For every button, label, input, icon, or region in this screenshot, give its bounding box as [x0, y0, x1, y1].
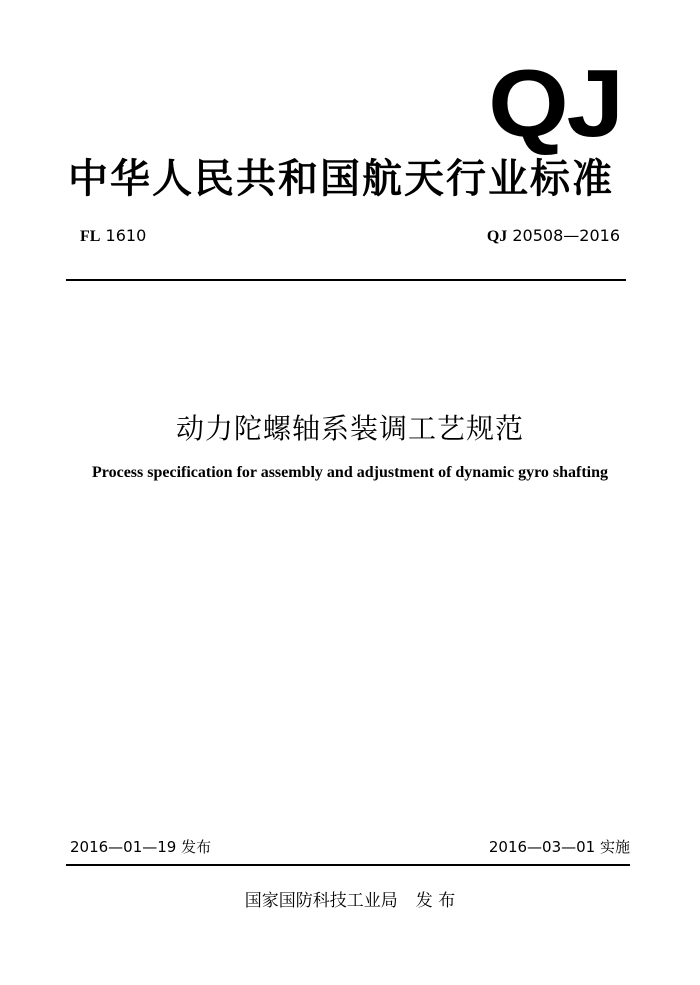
document-title-english: Process specification for assembly and adjustment of dynamic gyro shafting — [92, 464, 608, 481]
standard-number-value: 20508—2016 — [512, 226, 620, 245]
qj-logo: QJ — [488, 50, 622, 157]
classification-code — [80, 226, 146, 247]
classification-number: 1610 — [105, 226, 147, 245]
top-divider — [66, 279, 626, 281]
standard-organization: 中华人民共和国航天行业标准 — [68, 156, 614, 202]
document-title-chinese: 动力陀螺轴系装调工艺规范 — [175, 412, 524, 445]
issue-date: 2016—01—19 发布 — [70, 838, 212, 856]
issuer-action: 发 布 — [415, 891, 456, 911]
issuer-name: 国家国防科技工业局 — [244, 891, 398, 911]
standard-prefix: QJ — [486, 228, 508, 245]
implementation-date: 2016—03—01 实施 — [488, 838, 630, 856]
issuing-authority — [0, 890, 700, 912]
standard-number — [487, 226, 620, 247]
classification-prefix: FL — [80, 228, 101, 245]
bottom-divider — [66, 864, 630, 866]
